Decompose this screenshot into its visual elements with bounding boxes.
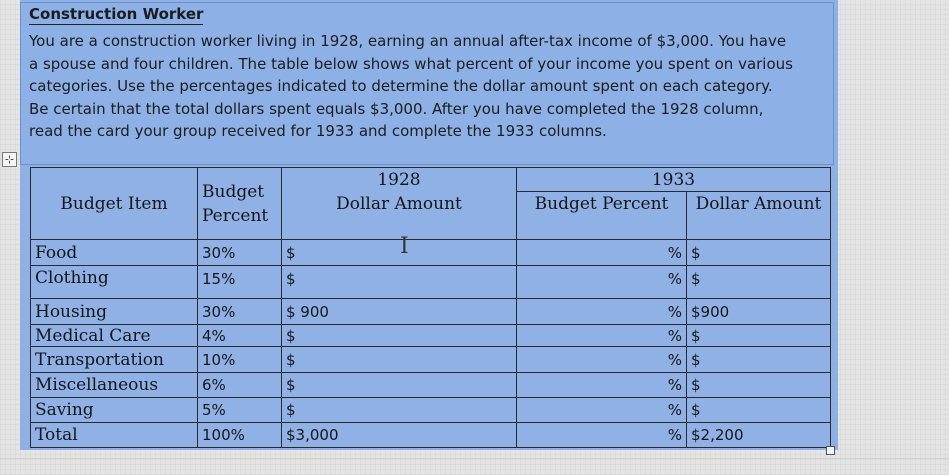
- row-amount-1933-total[interactable]: $2,200: [687, 423, 831, 448]
- row-item: Saving: [31, 398, 198, 423]
- table-row: [31, 347, 831, 373]
- row-amount-1933[interactable]: $: [687, 347, 831, 373]
- row-percent-1933[interactable]: %: [517, 240, 687, 266]
- budget-table: [30, 167, 831, 448]
- table-move-handle-icon[interactable]: ⊹: [2, 152, 17, 167]
- row-amount-1933[interactable]: $900: [687, 299, 831, 325]
- card-line: You are a construction worker living in 1928, earning an annual after-tax income of $3,000. You have: [29, 32, 787, 50]
- row-amount[interactable]: $: [282, 240, 517, 266]
- row-amount-1933[interactable]: $: [687, 373, 831, 398]
- header-budget-item: Budget Item: [31, 168, 198, 240]
- header-year-1928: 1928: [282, 168, 517, 192]
- row-percent-1933-total[interactable]: %: [517, 423, 687, 448]
- card-line: categories. Use the percentages indicated to determine the dollar amount spent on each category.: [29, 77, 773, 95]
- row-percent: 30%: [198, 299, 282, 325]
- row-amount[interactable]: $: [282, 373, 517, 398]
- row-percent: 15%: [198, 266, 282, 299]
- text-cursor-icon: I: [400, 234, 409, 259]
- row-amount[interactable]: $: [282, 325, 517, 347]
- row-percent-1933[interactable]: %: [517, 373, 687, 398]
- row-percent: 5%: [198, 398, 282, 423]
- card-line: Be certain that the total dollars spent equals $3,000. After you have completed the 1928 column,: [29, 99, 764, 118]
- row-percent-1933[interactable]: %: [517, 347, 687, 373]
- row-amount[interactable]: $: [282, 347, 517, 373]
- row-amount-total[interactable]: $3,000: [282, 423, 517, 448]
- card-line: a spouse and four children. The table below shows what percent of your income you spent on various: [29, 54, 793, 73]
- row-percent: 10%: [198, 347, 282, 373]
- row-percent-1933[interactable]: %: [517, 325, 687, 347]
- header-year-1933: 1933: [517, 168, 831, 192]
- table-row: [31, 373, 831, 398]
- row-item: Miscellaneous: [31, 373, 198, 398]
- row-percent: 30%: [198, 240, 282, 266]
- row-percent-1933[interactable]: %: [517, 266, 687, 299]
- row-percent: 6%: [198, 373, 282, 398]
- row-item-total: Total: [31, 423, 198, 448]
- header-budget-percent: [198, 168, 282, 240]
- row-item: Transportation: [31, 347, 198, 373]
- row-amount[interactable]: $: [282, 266, 517, 299]
- table-row: [31, 325, 831, 347]
- row-percent-1933[interactable]: %: [517, 299, 687, 325]
- table-total-row: [31, 423, 831, 448]
- table-row: [31, 398, 831, 423]
- table-year-row: [31, 168, 831, 192]
- row-amount-1933[interactable]: $: [687, 240, 831, 266]
- header-budget-percent-line1: Budget: [202, 181, 265, 202]
- row-percent-1933[interactable]: %: [517, 398, 687, 423]
- header-budget-percent-1933: Budget Percent: [517, 192, 687, 240]
- card-title: Construction Worker: [29, 5, 204, 23]
- table-row: [31, 299, 831, 325]
- row-item: Clothing: [31, 266, 198, 299]
- row-amount-1933[interactable]: $: [687, 398, 831, 423]
- row-item: Housing: [31, 299, 198, 325]
- row-item: Medical Care: [31, 325, 198, 347]
- row-percent: 4%: [198, 325, 282, 347]
- instruction-card: [20, 2, 834, 165]
- card-body: [29, 30, 829, 143]
- row-percent-total: 100%: [198, 423, 282, 448]
- divider: [0, 458, 949, 459]
- row-amount-1933[interactable]: $: [687, 266, 831, 299]
- row-item: Food: [31, 240, 198, 266]
- header-dollar-amount-1928: Dollar Amount: [282, 192, 517, 240]
- row-amount[interactable]: $: [282, 398, 517, 423]
- table-row: [31, 266, 831, 299]
- table-row: [31, 240, 831, 266]
- header-budget-percent-line2: Percent: [202, 205, 269, 226]
- row-amount-1933[interactable]: $: [687, 325, 831, 347]
- resize-handle-icon[interactable]: [826, 446, 835, 455]
- row-amount[interactable]: $ 900: [282, 299, 517, 325]
- header-dollar-amount-1933: Dollar Amount: [687, 192, 831, 240]
- card-line: read the card your group received for 1933 and complete the 1933 columns.: [29, 122, 607, 140]
